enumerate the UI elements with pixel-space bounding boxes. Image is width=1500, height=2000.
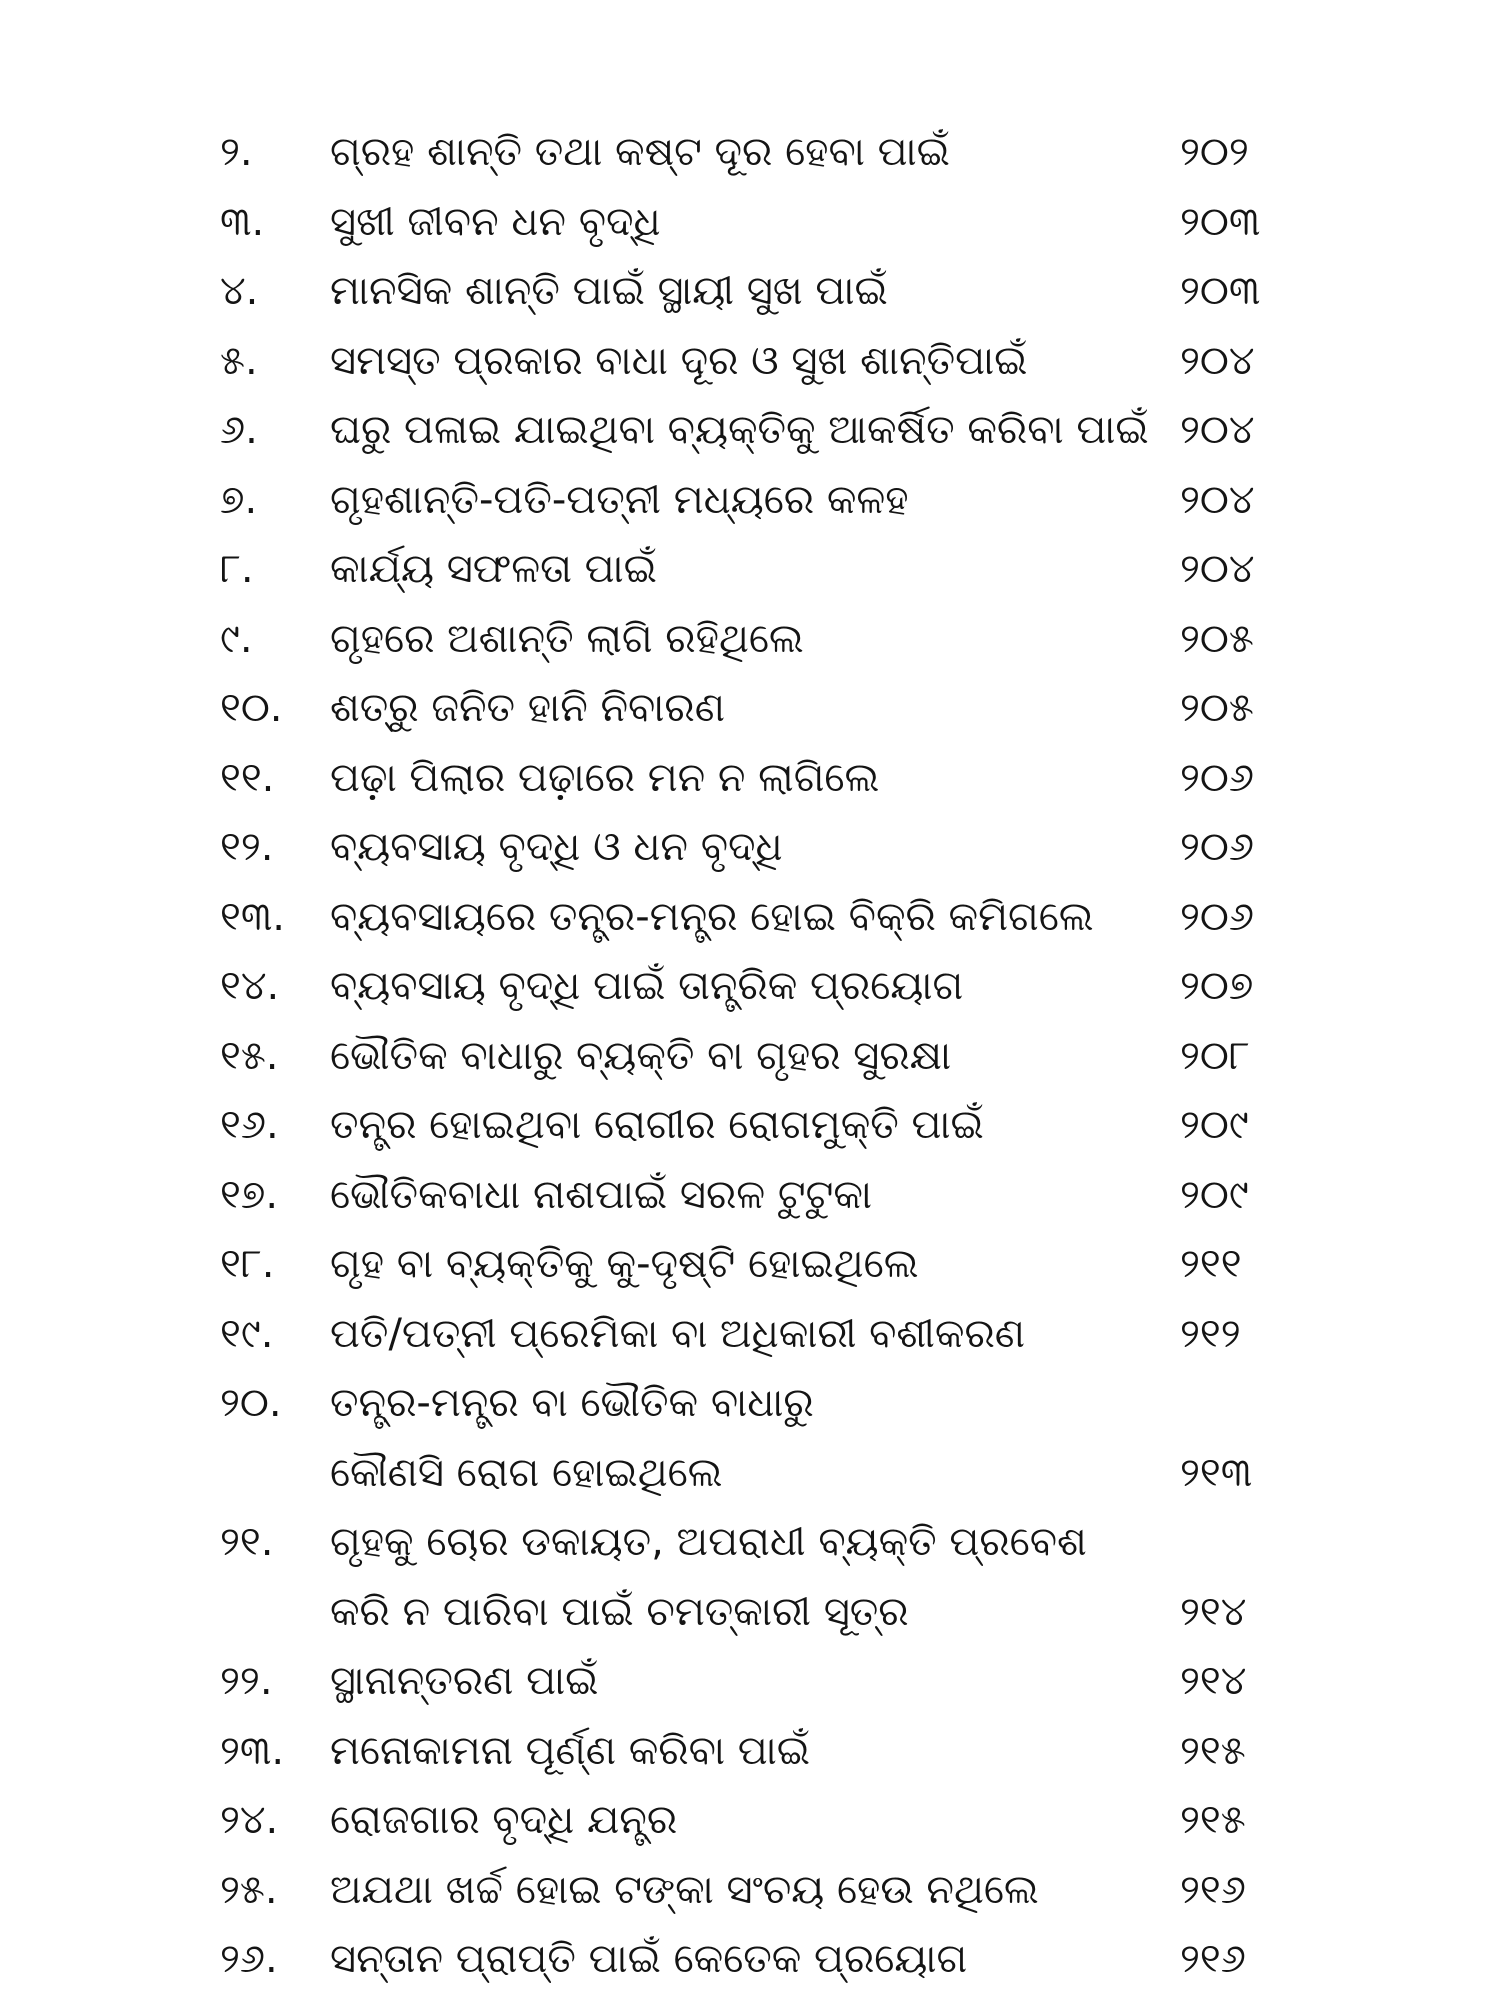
entry-title: କରି ନ ପାରିବା ପାଇଁ ଚମତ୍କାରୀ ସୂତ୍ର (330, 1588, 909, 1635)
entry-title: କୌଣସି ରୋଗ ହୋଇଥିଲେ (330, 1449, 723, 1496)
toc-entry (220, 1091, 1300, 1161)
entry-title: ସ୍ଥାନାନ୍ତରଣ ପାଇଁ (330, 1658, 599, 1704)
entry-page-number: ୨୦୫ (1180, 615, 1254, 662)
entry-number: ୧୩. (220, 893, 285, 940)
entry-title: ଭୌତିକବାଧା ନାଶପାଇଁ ସରଳ ଟୁଟୁକା (330, 1171, 873, 1218)
entry-number: ୧୨. (220, 824, 274, 870)
entry-number: ୧୪. (220, 963, 280, 1009)
toc-entry (220, 1717, 1300, 1787)
table-of-contents (220, 118, 1300, 1995)
entry-page-number: ୨୧୪ (1180, 1588, 1247, 1635)
entry-number: ୧୧. (220, 754, 275, 801)
entry-number: ୨୬. (220, 1936, 278, 1982)
entry-title: ଘରୁ ପଳାଇ ଯାଇଥିବା ବ୍ୟକ୍ତିକୁ ଆକର୍ଷିତ କରିବା ପାଇଁ (330, 407, 1149, 453)
entry-page-number: ୨୧୬ (1180, 1866, 1246, 1913)
entry-page-number: ୨୦୩ (1180, 268, 1261, 314)
entry-title: ଶତ୍ରୁ ଜନିତ ହାନି ନିବାରଣ (330, 685, 725, 731)
entry-page-number: ୨୦୬ (1180, 893, 1254, 940)
entry-page-number: ୨୦୪ (1180, 407, 1255, 453)
toc-entry (220, 674, 1300, 744)
entry-number: ୨୨. (220, 1658, 273, 1704)
entry-number: ୧୯. (220, 1310, 274, 1357)
entry-number: ୯. (220, 615, 253, 662)
toc-entry (220, 1300, 1300, 1370)
entry-page-number: ୨୦୨ (1180, 129, 1249, 175)
entry-page-number: ୨୧୩ (1180, 1449, 1253, 1496)
entry-title: ପଢ଼ା ପିଲାର ପଢ଼ାରେ ମନ ନ ଲାଗିଲେ (330, 754, 880, 801)
entry-title: ସୁଖୀ ଜୀବନ ଧନ ବୃଦ୍ଧି (330, 198, 661, 245)
entry-number: ୧୦. (220, 685, 283, 731)
entry-number: ୮. (220, 546, 254, 592)
entry-page-number: ୨୧୧ (1180, 1241, 1242, 1287)
entry-page-number: ୨୦୮ (1180, 1032, 1250, 1079)
entry-title: ବ୍ୟବସାୟ ବୃଦ୍ଧି ପାଇଁ ତାନ୍ତ୍ରିକ ପ୍ରୟୋଗ (330, 963, 964, 1009)
toc-entry (220, 1925, 1300, 1995)
toc-entry (220, 1230, 1300, 1300)
entry-title: ଗୃହକୁ ଚୋର ଡକାୟତ, ଅପରାଧୀ ବ୍ୟକ୍ତି ପ୍ରବେଶ (330, 1519, 1087, 1565)
entry-number: ୩. (220, 198, 265, 245)
entry-page-number: ୨୦୩ (1180, 198, 1261, 245)
toc-entry (220, 1369, 1300, 1439)
entry-title: ଅଯଥା ଖର୍ଚ୍ଚ ହୋଇ ଟଙ୍କା ସଂଚୟ ହେଉ ନଥିଲେ (330, 1866, 1039, 1913)
entry-number: ୭. (220, 476, 258, 523)
toc-entry (220, 1786, 1300, 1856)
toc-entry (220, 535, 1300, 605)
entry-number: ୨୪. (220, 1797, 279, 1843)
toc-entry (220, 396, 1300, 466)
toc-entry (220, 188, 1300, 258)
toc-entry (220, 327, 1300, 397)
entry-number: ୨୦. (220, 1380, 282, 1426)
toc-entry (220, 1508, 1300, 1578)
toc-entry (220, 257, 1300, 327)
entry-number: ୧୮. (220, 1241, 275, 1287)
entry-page-number: ୨୦୯ (1180, 1171, 1249, 1218)
entry-page-number: ୨୦୬ (1180, 824, 1254, 870)
entry-page-number: ୨୧୨ (1180, 1310, 1241, 1357)
entry-number: ୪. (220, 268, 259, 314)
entry-page-number: ୨୦୪ (1180, 476, 1255, 523)
entry-title: ବ୍ୟବସାୟ ବୃଦ୍ଧି ଓ ଧନ ବୃଦ୍ଧି (330, 824, 783, 870)
entry-number: ୨୫. (220, 1866, 278, 1913)
toc-entry (220, 1856, 1300, 1926)
toc-entry (220, 883, 1300, 953)
entry-title: କାର୍ଯ୍ୟ ସଫଳତା ପାଇଁ (330, 546, 657, 592)
entry-page-number: ୨୧୫ (1180, 1727, 1246, 1774)
entry-number: ୨୩. (220, 1727, 285, 1774)
entry-title: ସନ୍ତାନ ପ୍ରାପ୍ତି ପାଇଁ କେତେକ ପ୍ରୟୋଗ (330, 1936, 968, 1982)
entry-number: ୬. (220, 407, 258, 453)
entry-page-number: ୨୦୯ (1180, 1102, 1249, 1148)
entry-number: ୨. (220, 129, 253, 175)
entry-page-number: ୨୦୬ (1180, 754, 1254, 801)
entry-title: ସମସ୍ତ ପ୍ରକାର ବାଧା ଦୂର ଓ ସୁଖ ଶାନ୍ତିପାଇଁ (330, 337, 1028, 384)
entry-title: ବ୍ୟବସାୟରେ ତନ୍ତ୍ର-ମନ୍ତ୍ର ହୋଇ ବିକ୍ରି କମିଗଲେ (330, 893, 1094, 940)
entry-title: ଗୃହରେ ଅଶାନ୍ତି ଲାଗି ରହିଥିଲେ (330, 615, 804, 662)
toc-entry (220, 744, 1300, 814)
toc-entry (220, 466, 1300, 536)
toc-entry-continuation (220, 1578, 1300, 1648)
entry-title: ଗୃହ ବା ବ୍ୟକ୍ତିକୁ କୁ-ଦୃଷ୍ଟି ହୋଇଥିଲେ (330, 1241, 919, 1287)
entry-title: ଗୃହଶାନ୍ତି-ପତି-ପତ୍ନୀ ମଧ୍ୟରେ କଳହ (330, 476, 909, 523)
entry-title: ଭୌତିକ ବାଧାରୁ ବ୍ୟକ୍ତି ବା ଗୃହର ସୁରକ୍ଷା (330, 1032, 952, 1079)
entry-title: ତନ୍ତ୍ର ହୋଇଥିବା ରୋଗୀର ରୋଗମୁକ୍ତି ପାଇଁ (330, 1102, 984, 1148)
entry-page-number: ୨୦୫ (1180, 685, 1254, 731)
entry-page-number: ୨୦୭ (1180, 963, 1254, 1009)
toc-entry (220, 1647, 1300, 1717)
entry-page-number: ୨୧୫ (1180, 1797, 1246, 1843)
entry-number: ୨୧. (220, 1519, 274, 1565)
entry-title: ଗ୍ରହ ଶାନ୍ତି ତଥା କଷ୍ଟ ଦୂର ହେବା ପାଇଁ (330, 129, 950, 175)
entry-number: ୧୫. (220, 1032, 279, 1079)
entry-number: ୧୭. (220, 1171, 279, 1218)
entry-title: ମାନସିକ ଶାନ୍ତି ପାଇଁ ସ୍ଥାୟୀ ସୁଖ ପାଇଁ (330, 268, 888, 314)
toc-entry (220, 118, 1300, 188)
toc-entry (220, 605, 1300, 675)
entry-number: ୫. (220, 337, 258, 384)
entry-title: ପତି/ପତ୍ନୀ ପ୍ରେମିକା ବା ଅଧିକାରୀ ବଶୀକରଣ (330, 1310, 1026, 1357)
entry-title: ରୋଜଗାର ବୃଦ୍ଧି ଯନ୍ତ୍ର (330, 1797, 678, 1843)
entry-title: ତନ୍ତ୍ର-ମନ୍ତ୍ର ବା ଭୌତିକ ବାଧାରୁ (330, 1380, 814, 1426)
toc-entry (220, 1022, 1300, 1092)
toc-entry (220, 1161, 1300, 1231)
entry-page-number: ୨୧୪ (1180, 1658, 1247, 1704)
toc-entry (220, 952, 1300, 1022)
entry-title: ମନୋକାମନା ପୂର୍ଣ୍ଣ କରିବା ପାଇଁ (330, 1727, 811, 1774)
entry-page-number: ୨୧୬ (1180, 1936, 1246, 1982)
entry-page-number: ୨୦୪ (1180, 337, 1255, 384)
toc-entry (220, 813, 1300, 883)
toc-entry-continuation (220, 1439, 1300, 1509)
entry-number: ୧୬. (220, 1102, 279, 1148)
entry-page-number: ୨୦୪ (1180, 546, 1255, 592)
